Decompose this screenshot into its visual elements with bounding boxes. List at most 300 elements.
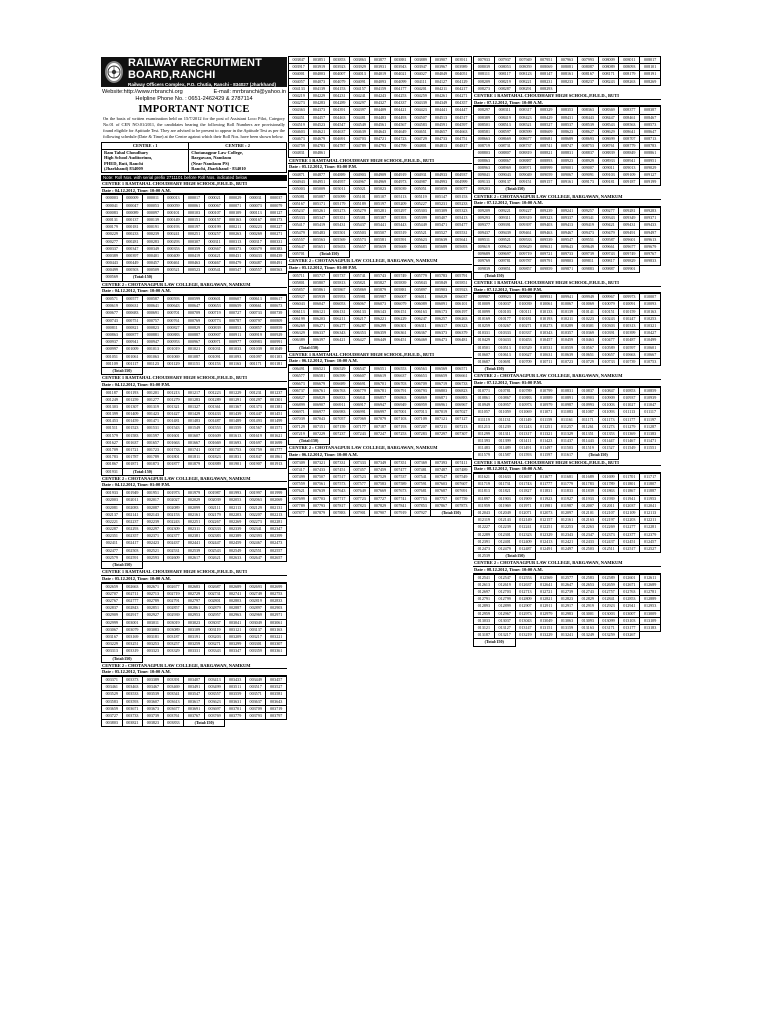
roll-number: 007717 [330, 496, 350, 503]
roll-number: 003257 [164, 641, 185, 648]
roll-number: 004159 [370, 86, 390, 93]
roll-number: 003677 [164, 706, 185, 713]
roll-number: 012113 [640, 510, 661, 517]
total-count: (Total:150) [102, 562, 143, 569]
roll-number: 010487 [619, 337, 640, 344]
roll-number: 010567 [578, 345, 599, 352]
roll-number: 004591 [431, 122, 451, 129]
roll-number: 008863 [474, 158, 495, 165]
roll-number: 004259 [411, 93, 431, 100]
roll-number: 007283 [411, 431, 431, 438]
roll-number: 007901 [350, 510, 370, 517]
roll-number: 006553 [391, 366, 411, 373]
roll-number: 011059 [495, 409, 516, 416]
roll-number: 007753 [411, 496, 431, 503]
roll-number: 008719 [474, 143, 495, 150]
roll-number: 007703 [309, 496, 329, 503]
roll-number: 007993 [578, 57, 599, 64]
roll-number: 007027 [452, 409, 472, 416]
roll-number: 010223 [578, 316, 599, 323]
roll-number: 001601 [164, 433, 185, 440]
roll-number: 007043 [309, 416, 329, 423]
roll-number: 002579 [102, 555, 123, 562]
roll-number: 009767 [640, 251, 661, 258]
roll-number: 010861 [474, 395, 495, 402]
roll-number: 011833 [557, 488, 578, 495]
roll-number: 001237 [266, 390, 287, 397]
roll-number: 010429 [474, 337, 495, 344]
roll-number: 008501 [474, 122, 495, 129]
roll-number: 007213 [452, 424, 472, 431]
roll-number: 009851 [495, 266, 516, 273]
roll-number: 001913 [266, 461, 287, 468]
roll-number: 003061 [266, 620, 287, 627]
roll-number: 008573 [640, 122, 661, 129]
roll-number: 010889 [536, 395, 557, 402]
roll-number: 002819 [246, 598, 267, 605]
centre-2-head: CENTRE : 2 [189, 143, 287, 150]
roll-number: 010859 [640, 388, 661, 395]
roll-number: 001453 [102, 418, 123, 425]
roll-number: 009337 [557, 215, 578, 222]
roll-number: 005821 [350, 280, 370, 287]
roll-number: 006637 [391, 373, 411, 380]
roll-number: 006131 [330, 309, 350, 316]
roll-number: 011299 [474, 431, 495, 438]
roll-number: 006373 [431, 330, 451, 337]
roll-number: 008363 [578, 107, 599, 114]
roll-number: 000067 [205, 203, 226, 210]
roll-number: 004099 [391, 79, 411, 86]
roll-number: 008831 [557, 150, 578, 157]
roll-number: 005641 [452, 237, 472, 244]
roll-number: 012539 [474, 553, 495, 560]
roll-number: 000389 [102, 253, 123, 260]
roll-number: 010459 [557, 337, 578, 344]
roll-number: 011213 [474, 424, 495, 431]
roll-number: 011369 [619, 431, 640, 438]
roll-number: 009749 [619, 251, 640, 258]
roll-number: 008999 [536, 165, 557, 172]
roll-number: 006269 [289, 323, 309, 330]
roll-number: 007187 [370, 424, 390, 431]
roll-number: 002797 [184, 598, 205, 605]
roll-number: 006689 [330, 381, 350, 388]
roll-number: 004363 [289, 107, 309, 114]
roll-number: 001249 [102, 397, 123, 404]
roll-number: 000577 [123, 296, 144, 303]
roll-number: 005657 [350, 244, 370, 251]
roll-number: 010007 [640, 294, 661, 301]
roll-number: 001999 [266, 490, 287, 497]
roll-number: 004561 [370, 122, 390, 129]
roll-number: 011399 [495, 438, 516, 445]
roll-number: 004201 [411, 86, 431, 93]
roll-number: 004273 [289, 100, 309, 107]
roll-number: 011321 [536, 431, 557, 438]
roll-number: 010477 [599, 337, 620, 344]
roll-number: 005801 [289, 280, 309, 287]
roll-number: 008623 [557, 129, 578, 136]
roll-number: 012671 [619, 582, 640, 589]
railway-logo-icon [105, 61, 123, 83]
roll-number: 009421 [599, 222, 620, 229]
roll-number: 000137 [123, 217, 144, 224]
roll-number: 007573 [330, 481, 350, 488]
roll-number: 002789 [143, 598, 164, 605]
roll-number: 003719 [266, 706, 287, 713]
roll-number: 006857 [370, 395, 390, 402]
roll-number: 006841 [350, 395, 370, 402]
roll-number: 000859 [266, 325, 287, 332]
roll-number: 000163 [225, 217, 246, 224]
roll-number: 007669 [370, 488, 390, 495]
roll-number: 004663 [452, 129, 472, 136]
roll-number: 003307 [266, 641, 287, 648]
roll-number: 001153 [205, 361, 226, 368]
roll-number: 011551 [640, 445, 661, 452]
roll-number: 010973 [516, 402, 537, 409]
roll-number: 001619 [246, 433, 267, 440]
roll-number: 006311 [411, 323, 431, 330]
roll-number: 003709 [246, 706, 267, 713]
roll-number: 010627 [516, 352, 537, 359]
roll-number: 006317 [431, 323, 451, 330]
roll-number: 012301 [495, 532, 516, 539]
roll-number: 011437 [557, 438, 578, 445]
roll-number: 008971 [516, 165, 537, 172]
roll-number: 004933 [431, 172, 451, 179]
roll-number: 003559 [225, 691, 246, 698]
roll-number: 009041 [474, 172, 495, 179]
roll-number: 012473 [474, 546, 495, 553]
roll-number: 006581 [309, 373, 329, 380]
roll-number: 002441 [184, 540, 205, 547]
roll-number: 005711 [289, 273, 309, 280]
roll-number: 002551 [246, 548, 267, 555]
roll-number: 012511 [599, 546, 620, 553]
roll-number: 002371 [143, 533, 164, 540]
roll-number: 003607 [143, 699, 164, 706]
roll-number: 000017 [184, 195, 205, 202]
website-link[interactable]: Website:http://www.rrbranchi.org [102, 89, 183, 95]
roll-number: 012611 [640, 575, 661, 582]
roll-number: 000719 [205, 310, 226, 317]
roll-number: 002677 [164, 584, 185, 591]
roll-number: 009323 [536, 215, 557, 222]
roll-number: 000229 [102, 231, 123, 238]
roll-number: 000499 [102, 267, 123, 274]
roll-number: 000443 [102, 260, 123, 267]
roll-number: 003313 [102, 648, 123, 655]
roll-number: 002399 [266, 533, 287, 540]
roll-number: 000941 [123, 339, 144, 346]
roll-number: 001493 [246, 418, 267, 425]
total-count: (Total:150) [495, 553, 537, 560]
roll-number: 003037 [205, 620, 226, 627]
roll-number: 003919 [309, 64, 329, 71]
roll-number: 006199 [289, 316, 309, 323]
roll-number: 004177 [391, 86, 411, 93]
roll-number: 011969 [495, 503, 516, 510]
roll-number: 011279 [619, 424, 640, 431]
roll-number: 000383 [266, 246, 287, 253]
roll-number: 001429 [184, 411, 205, 418]
roll-number: 005441 [370, 222, 390, 229]
roll-number: 009733 [557, 251, 578, 258]
centre-1-address: Ram Tahal Choudhary High School Auditorium, PHED, Buti, Ranchi (Jharkhand) 834009 [102, 149, 189, 172]
roll-number: 008609 [536, 129, 557, 136]
roll-number: 003631 [225, 699, 246, 706]
roll-number: 013241 [557, 632, 578, 639]
roll-number: 005417 [289, 222, 309, 229]
roll-number: 001063 [143, 354, 164, 361]
roll-number: 002707 [102, 591, 123, 598]
roll-number: 000659 [225, 303, 246, 310]
roll-number: 012157 [536, 517, 557, 524]
roll-number: 003049 [246, 620, 267, 627]
roll-number: 011047 [640, 402, 661, 409]
roll-number: 008329 [536, 107, 557, 114]
roll-number: 005923 [452, 287, 472, 294]
roll-number: 010723 [557, 359, 578, 366]
roll-number: 008753 [578, 143, 599, 150]
roll-number: 010831 [557, 388, 578, 395]
schedule-col2 [288, 56, 472, 517]
roll-number-grid [288, 365, 472, 445]
roll-number: 008431 [557, 115, 578, 122]
roll-number: 008861 [640, 150, 661, 157]
roll-number: 004649 [391, 129, 411, 136]
roll-number: 005521 [411, 230, 431, 237]
roll-number: 007873 [452, 503, 472, 510]
roll-number: 009403 [536, 222, 557, 229]
roll-number: 005323 [452, 208, 472, 215]
roll-number: 011633 [495, 474, 516, 481]
roll-number: 001009 [123, 346, 144, 353]
roll-number: 006917 [350, 402, 370, 409]
roll-number: 011549 [619, 445, 640, 452]
roll-number: 001783 [102, 454, 123, 461]
roll-number: 010273 [536, 323, 557, 330]
roll-number: 005659 [370, 244, 390, 251]
roll-number: 010729 [578, 359, 599, 366]
roll-number: 010069 [578, 301, 599, 308]
roll-number: 010333 [495, 330, 516, 337]
roll-number: 007759 [452, 496, 472, 503]
roll-number: 000359 [184, 246, 205, 253]
roll-number: 002089 [164, 505, 185, 512]
roll-number: 001301 [266, 397, 287, 404]
roll-number: 007523 [350, 474, 370, 481]
email-link[interactable]: E-mail: mrrbranchi@yahoo.in [213, 89, 286, 95]
roll-number: 012289 [474, 532, 495, 539]
roll-number: 001721 [123, 447, 144, 454]
roll-number: 004547 [330, 122, 350, 129]
roll-number: 000073 [246, 203, 267, 210]
roll-number: 004133 [289, 86, 309, 93]
roll-number: 003371 [102, 677, 123, 684]
roll-number: 004463 [330, 115, 350, 122]
centre-heading: CENTRE 2 : CHOTANAGPUR LAW COLLEGE, BARGAWAN, NAMKUM [473, 373, 661, 380]
roll-number: 000983 [246, 339, 267, 346]
roll-number: 000179 [102, 224, 123, 231]
roll-number: 013109 [640, 618, 661, 625]
roll-number: 000139 [143, 217, 164, 224]
roll-number: 010613 [495, 352, 516, 359]
roll-number: 005167 [289, 201, 309, 208]
roll-number: 001559 [225, 425, 246, 432]
roll-number: 005683 [411, 244, 431, 251]
roll-number: 010601 [640, 345, 661, 352]
roll-number: 001987 [205, 490, 226, 497]
roll-number: 007529 [370, 474, 390, 481]
roll-number: 010061 [536, 301, 557, 308]
roll-number: 004013 [350, 71, 370, 78]
roll-number: 004831 [289, 150, 309, 157]
roll-number: 002969 [246, 612, 267, 619]
roll-number: 005303 [411, 208, 431, 215]
roll-number: 005273 [330, 208, 350, 215]
roll-number: 002713 [143, 591, 164, 598]
roll-number: 010177 [495, 316, 516, 323]
notice-paragraph: On the basis of written examination held on 15/7/2012 for the post of Assistant Loco Pilot, Category No.01 of CEN NO.01/2011, the candidates bearing the following Roll Numbers are provisionally found eligible for Aptitude Test. They are advised to be present to appear in the Aptitude Test as per the following schedule (Date & Time) at the Centre against which their Roll Nos. have been shown below. [103, 116, 285, 139]
roll-number: 000353 [164, 246, 185, 253]
roll-number: 005099 [330, 194, 350, 201]
roll-number: 009227 [516, 208, 537, 215]
roll-number: 005519 [391, 230, 411, 237]
roll-number: 007673 [391, 488, 411, 495]
roll-number: 013043 [516, 618, 537, 625]
total-count: (Total:150) [474, 366, 516, 373]
roll-number: 003137 [246, 627, 267, 634]
roll-number: 009697 [495, 251, 516, 258]
roll-number: 011909 [516, 496, 537, 503]
roll-number: 012391 [474, 539, 495, 546]
roll-number: 002053 [225, 497, 246, 504]
roll-number: 003733 [123, 713, 144, 720]
roll-number: 002179 [205, 512, 226, 519]
roll-number: 003547 [184, 691, 205, 698]
roll-number: 008563 [619, 122, 640, 129]
roll-number: 008273 [474, 86, 495, 93]
roll-number: 004721 [370, 136, 390, 143]
roll-number: 010453 [516, 337, 537, 344]
roll-number: 010513 [495, 345, 516, 352]
roll-number: 001031 [205, 346, 226, 353]
roll-number: 012503 [578, 546, 599, 553]
roll-number: 008467 [640, 115, 661, 122]
roll-number: 007933 [474, 57, 495, 64]
roll-number: 002297 [143, 526, 164, 533]
roll-number: 005807 [309, 280, 329, 287]
roll-number: 009377 [474, 222, 495, 229]
roll-number: 009769 [474, 258, 495, 265]
roll-number: 003581 [266, 691, 287, 698]
roll-number: 003163 [266, 627, 287, 634]
roll-number: 004091 [350, 79, 370, 86]
roll-number: 012251 [536, 524, 557, 531]
roll-number: 007883 [330, 510, 350, 517]
roll-number: 013151 [536, 625, 557, 632]
roll-number: 003251 [123, 641, 144, 648]
roll-number: 000131 [102, 217, 123, 224]
roll-number: 004871 [289, 172, 309, 179]
roll-number: 012007 [578, 503, 599, 510]
roll-number: 011287 [640, 424, 661, 431]
roll-number: 009973 [619, 294, 640, 301]
roll-number: 010781 [495, 388, 516, 395]
roll-number: 011831 [536, 488, 557, 495]
roll-number: 009239 [536, 208, 557, 215]
roll-number: 006833 [330, 395, 350, 402]
roll-number: 001367 [225, 404, 246, 411]
roll-number: 012577 [557, 575, 578, 582]
roll-number-grid [288, 459, 472, 518]
roll-number: 000211 [225, 224, 246, 231]
total-count: (Total:150) [289, 438, 330, 445]
roll-number: 008543 [599, 122, 620, 129]
roll-number: 003389 [143, 677, 164, 684]
roll-number: 004297 [350, 100, 370, 107]
roll-number: 002129 [246, 505, 267, 512]
roll-number: 002287 [102, 526, 123, 533]
roll-number: 004877 [309, 172, 329, 179]
roll-number: 003121 [225, 627, 246, 634]
roll-number: 011777 [536, 481, 557, 488]
roll-number: 003001 [123, 620, 144, 627]
roll-number: 002699 [266, 584, 287, 591]
roll-number: 012413 [536, 539, 557, 546]
centre-1-head: CENTRE : 1 [102, 143, 189, 150]
roll-number: 012281 [640, 524, 661, 531]
roll-number: 003203 [205, 634, 226, 641]
roll-number: 000557 [246, 267, 267, 274]
roll-number: 000563 [266, 267, 287, 274]
roll-number: 009109 [619, 172, 640, 179]
roll-number: 001117 [123, 361, 144, 368]
roll-number: 007019 [431, 409, 451, 416]
roll-number: 006029 [431, 294, 451, 301]
roll-number: 008807 [495, 150, 516, 157]
roll-number: 004639 [350, 129, 370, 136]
roll-number: 006113 [289, 309, 309, 316]
roll-number: 005869 [350, 287, 370, 294]
roll-number: 011783 [578, 481, 599, 488]
roll-number: 003761 [164, 713, 185, 720]
roll-number: 000571 [102, 296, 123, 303]
roll-number: 005281 [370, 208, 390, 215]
roll-number: 003929 [350, 64, 370, 71]
roll-number: 001997 [246, 490, 267, 497]
roll-number: 011329 [557, 431, 578, 438]
roll-number: 002549 [225, 548, 246, 555]
roll-number: 006959 [411, 402, 431, 409]
roll-number: 006521 [309, 366, 329, 373]
roll-number: 002687 [205, 584, 226, 591]
roll-number: 007583 [370, 481, 390, 488]
roll-number: 000457 [143, 260, 164, 267]
roll-number: 004903 [350, 172, 370, 179]
roll-number: 012323 [516, 532, 537, 539]
roll-number: 001427 [164, 411, 185, 418]
roll-number: 008287 [495, 86, 516, 93]
roll-number: 008011 [619, 57, 640, 64]
roll-number: 002803 [225, 598, 246, 605]
roll-number: 002269 [225, 519, 246, 526]
roll-number: 008221 [516, 79, 537, 86]
roll-number: 005701 [289, 251, 309, 258]
